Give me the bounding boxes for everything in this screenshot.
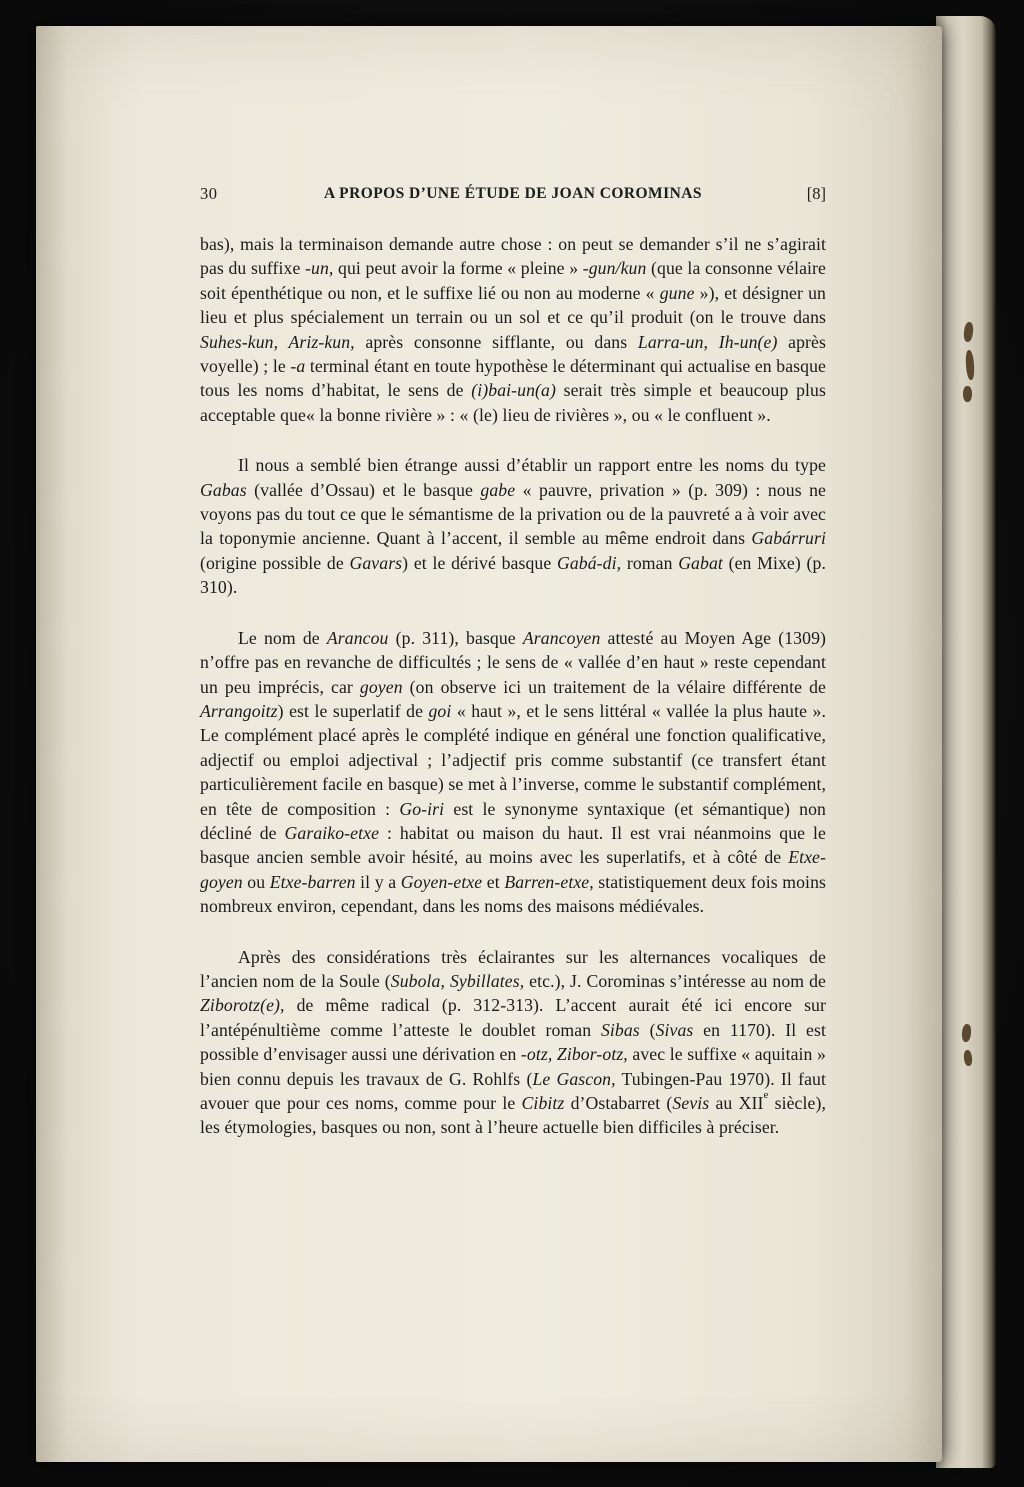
page-number: 30 — [200, 184, 218, 203]
page-body — [200, 232, 826, 1166]
page-header — [200, 182, 826, 208]
facing-page-edge — [936, 16, 996, 1468]
paragraph: Après des considérations très éclairantes sur les alternances vocaliques de l’ancien nom de la Soule (Subola, Sybillates, etc.), J. Corominas s’intéresse au nom de Ziborotz(e), de même radical (p. 312-313). L’accent aurait été ici encore sur l’antépénultième comme l’atteste le doublet roman Sibas (Sivas en 1170). Il est possible d’envisager aussi une dérivation en -otz, Zibor-otz, avec le suffixe « aquitain » bien connu depuis les travaux de G. Rohlfs (Le Gascon, Tubingen-Pau 1970). Il faut avouer que pour ces noms, comme pour le Cibitz d’Ostabarret (Sevis au XIIe siècle), les étymologies, basques ou non, sont à l’heure actuelle bien difficiles à préciser. — [200, 946, 826, 1138]
binding-mark — [965, 350, 975, 380]
paragraph: Le nom de Arancou (p. 311), basque Arancoyen attesté au Moyen Age (1309) n’offre pas en revanche de difficultés ; le sens de « vallée d’en haut » reste cependant un peu imprécis, car goyen (on observe ici un traitement de la vélaire différente de Arrangoitz) est le superlatif de goi « haut », et le sens littéral « vallée la plus haute ». Le complément placé après le complété indique en général une fonction qualificative, adjectif ou emploi adjectival ; l’adjectif pris comme substantif (ce transfert étant particulièrement facile en basque) se met à l’inverse, comme le substantif complément, en tête de composition : Go-iri est le synonyme syntaxique (et sémantique) non décliné de Garaiko-etxe : habitat ou maison du haut. Il est vrai néanmoins que le basque ancien semble avoir hésité, au moins avec les superlatifs, et à côté de Etxe-goyen ou Etxe-barren il y a Goyen-etxe et Barren-etxe, statistiquement deux fois moins nombreux environ, cependant, dans les noms des maisons médiévales. — [200, 627, 826, 917]
book-page — [36, 26, 942, 1462]
paragraph: Il nous a semblé bien étrange aussi d’établir un rapport entre les noms du type Gabas (vallée d’Ossau) et le basque gabe « pauvre, privation » (p. 309) : nous ne voyons pas du tout ce que le sémantisme de la privation ou de la pauvreté a à voir avec la toponymie ancienne. Quant à l’accent, il semble au même endroit dans Gabárruri (origine possible de Gavars) et le dérivé basque Gabá-di, roman Gabat (en Mixe) (p. 310). — [200, 455, 826, 598]
binding-mark — [963, 1050, 973, 1067]
binding-mark — [963, 322, 974, 343]
running-title: A PROPOS D’UNE ÉTUDE DE JOAN COROMINAS — [324, 185, 702, 202]
paragraph: bas), mais la terminaison demande autre chose : on peut se demander s’il ne s’agirait pas du suffixe -un, qui peut avoir la forme « pleine » -gun/kun (que la consonne vélaire soit épenthétique ou non, et le suffixe lié ou non au moderne « gune »), et désigner un lieu et plus spécialement un terrain ou un sol et ce qu’il produit (on le trouve dans Suhes-kun, Ariz-kun, après consonne sifflante, ou dans Larra-un, Ih-un(e) après voyelle) ; le -a terminal étant en toute hypothèse le déterminant qui actualise en basque tous les noms d’habitat, le sens de (i)bai-un(a) serait très simple et beaucoup plus acceptable que« la bonne rivière » : « (le) lieu de rivières », ou « le confluent ». — [200, 234, 826, 425]
binding-mark — [963, 386, 972, 402]
column-reference: [8] — [806, 184, 826, 203]
binding-mark — [961, 1024, 972, 1043]
